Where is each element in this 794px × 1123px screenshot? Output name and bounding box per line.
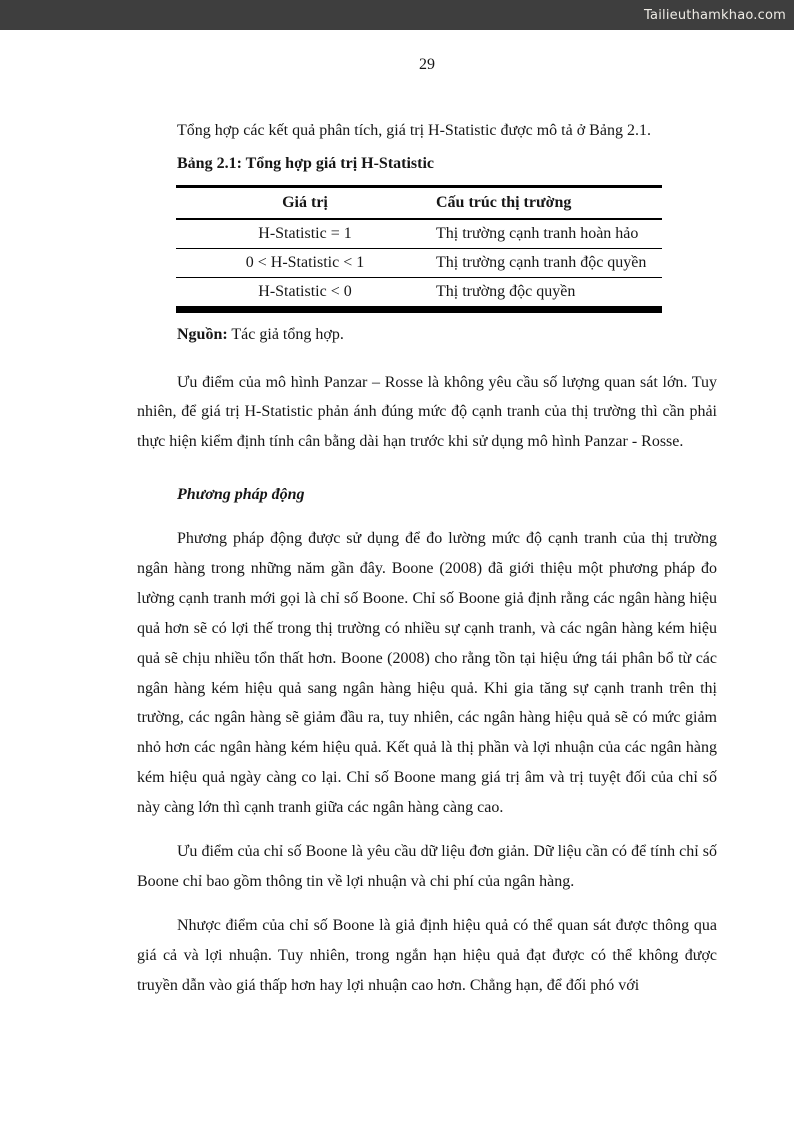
paragraph-boone-advantage: Ưu điểm của chỉ số Boone là yêu cầu dữ liệu đơn giản. Dữ liệu cần có để tính chỉ số Boone chỉ bao gồm thông tin về lợi nhuận và chi phí của ngân hàng. xyxy=(137,843,717,890)
source-text: Tác giả tổng hợp. xyxy=(227,325,344,343)
table-row xyxy=(176,277,662,309)
table-row xyxy=(176,248,662,277)
paragraph-panzar-rosse: Ưu điểm của mô hình Panzar – Rosse là không yêu cầu số lượng quan sát lớn. Tuy nhiên, để giá trị H-Statistic phản ánh đúng mức độ cạnh tranh của thị trường thì cần phải thực hiện kiểm định tính cân bằng dài hạn trước khi sử dụng mô hình Panzar - Rosse. xyxy=(137,373,717,451)
table-cell-structure: Thị trường cạnh tranh độc quyền xyxy=(434,248,662,277)
table-cell-structure: Thị trường cạnh tranh hoàn hảo xyxy=(434,219,662,249)
table-caption: Bảng 2.1: Tổng hợp giá trị H-Statistic xyxy=(177,154,435,172)
intro-paragraph: Tổng hợp các kết quả phân tích, giá trị H-Statistic được mô tả ở Bảng 2.1. xyxy=(177,122,651,139)
table-row xyxy=(176,219,662,249)
paragraph-boone-index: Phương pháp động được sử dụng để đo lường mức độ cạnh tranh của thị trường ngân hàng trong những năm gần đây. Boone (2008) đã giới thiệu một phương pháp đo lường cạnh tranh mới gọi là chỉ số Boone. Chỉ số Boone giả định rằng các ngân hàng hiệu quả hơn sẽ có lợi thế trong thị trường có nhiều sự cạnh tranh, và các ngân hàng kém hiệu quả sẽ chịu nhiều tổn thất hơn. Boone (2008) cho rằng tồn tại hiệu ứng tái phân bổ từ các ngân hàng kém hiệu quả sang ngân hàng hiệu quả. Khi gia tăng sự cạnh tranh trên thị trường, các ngân hàng sẽ giảm đầu ra, tuy nhiên, các ngân hàng hiệu quả sẽ có mức giảm nhỏ hơn các ngân hàng kém hiệu quả. Kết quả là thị phần và lợi nhuận của các ngân hàng kém hiệu quả ngày càng co lại. Chỉ số Boone mang giá trị âm và trị tuyệt đối của chỉ số này càng lớn thì cạnh tranh giữa các ngân hàng càng cao. xyxy=(137,530,717,817)
table-head xyxy=(176,186,662,219)
table-cell-value: H-Statistic = 1 xyxy=(176,219,434,249)
watermark-bar xyxy=(0,0,794,30)
document-page xyxy=(137,30,717,1001)
table-body xyxy=(176,219,662,310)
watermark-site-label: Tailieuthamkhao.com xyxy=(644,7,786,23)
section-heading-dynamic-method: Phương pháp động xyxy=(177,486,305,504)
paragraph-boone-disadvantage: Nhược điểm của chỉ số Boone là giả định hiệu quả có thể quan sát được thông qua giá cả và lợi nhuận. Tuy nhiên, trong ngắn hạn hiệu quả đạt được có thể không được truyền dẫn vào giá thấp hơn hay lợi nhuận cao hơn. Chẳng hạn, để đối phó với xyxy=(137,916,717,994)
page-number: 29 xyxy=(419,56,435,73)
table-header-value: Giá trị xyxy=(176,186,434,219)
table-cell-value: H-Statistic < 0 xyxy=(258,282,352,300)
table-header-row xyxy=(176,186,662,219)
h-statistic-table xyxy=(176,185,662,313)
table-cell-structure: Thị trường độc quyền xyxy=(436,282,576,300)
table-header-structure: Cấu trúc thị trường xyxy=(434,186,662,219)
table-source-line xyxy=(177,321,717,350)
source-label: Nguồn: xyxy=(177,325,228,343)
table-cell-value: 0 < H-Statistic < 1 xyxy=(176,248,434,277)
